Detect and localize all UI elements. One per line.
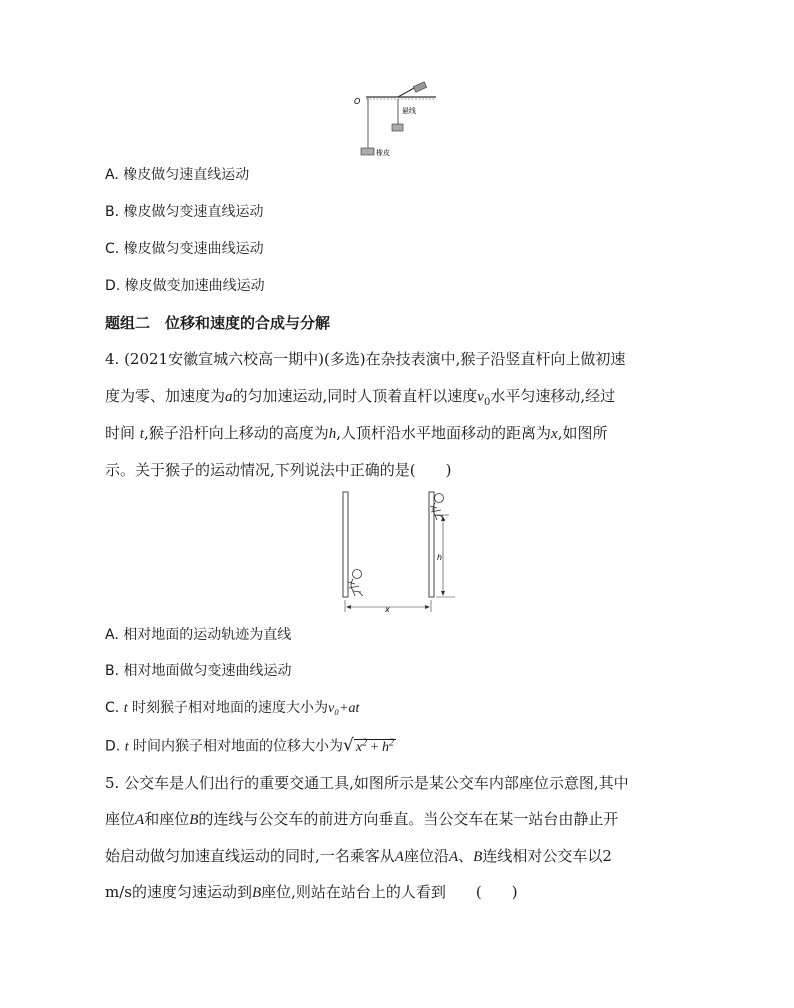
monkey-start-icon — [348, 570, 363, 597]
eraser-hanging — [361, 148, 374, 155]
q5-line-1: 5. 公交车是人们出行的重要交通工具,如图所示是某公交车内部座位示意图,其中 — [105, 774, 629, 792]
q5-line-4: m/s的速度匀速运动到B座位,则站在站台上的人看到 ( ) — [105, 883, 518, 901]
q5-line-2: 座位A和座位B的连线与公交车的前进方向垂直。当公交车在某一站台由静止开 — [105, 810, 619, 828]
eraser-moving — [392, 124, 403, 131]
label-o: O — [354, 97, 361, 106]
q3-option-a: A. 橡皮做匀速直线运动 — [105, 167, 250, 183]
section-heading: 题组二 位移和速度的合成与分解 — [105, 314, 331, 332]
label-thread: 悬线 — [402, 107, 416, 115]
figure-eraser-thread — [340, 80, 460, 160]
q4-option-a: A. 相对地面的运动轨迹为直线 — [105, 627, 292, 643]
label-h: h — [437, 553, 443, 562]
label-x: x — [385, 605, 390, 614]
figure-monkey-pole — [333, 488, 468, 616]
q4-line-1: 4. (2021安徽宣城六校高一期中)(多选)在杂技表演中,猴子沿竖直杆向上做初速 — [105, 350, 626, 368]
q4-line-4: 示。关于猴子的运动情况,下列说法中正确的是( ) — [105, 461, 452, 479]
label-eraser: 橡皮 — [376, 149, 390, 157]
q4-option-c: C. t 时刻猴子相对地面的速度大小为v₀+at — [105, 700, 360, 716]
q3-option-b: B. 橡皮做匀变速直线运动 — [105, 204, 264, 220]
q4-line-3: 时间 t,猴子沿杆向上移动的高度为h,人顶杆沿水平地面移动的距离为x,如图所 — [105, 424, 608, 442]
q4-option-d: D. t 时间内猴子相对地面的位移大小为√ $x^2 + h^2$ — [105, 733, 396, 758]
sqrt-expression: √ $x^2 + h^2$ — [343, 735, 394, 756]
q5-line-3: 始启动做匀加速直线运动的同时,一名乘客从A座位沿A、B连线相对公交车以2 — [105, 847, 612, 865]
q3-option-c: C. 橡皮做匀变速曲线运动 — [105, 241, 264, 257]
q4-line-2: 度为零、加速度为a的匀加速运动,同时人顶着直杆以速度$v_0$水平匀速移动,经过 — [105, 387, 616, 408]
q3-option-d: D. 橡皮做变加速曲线运动 — [105, 278, 265, 294]
q4-option-b: B. 相对地面做匀变速曲线运动 — [105, 663, 292, 679]
